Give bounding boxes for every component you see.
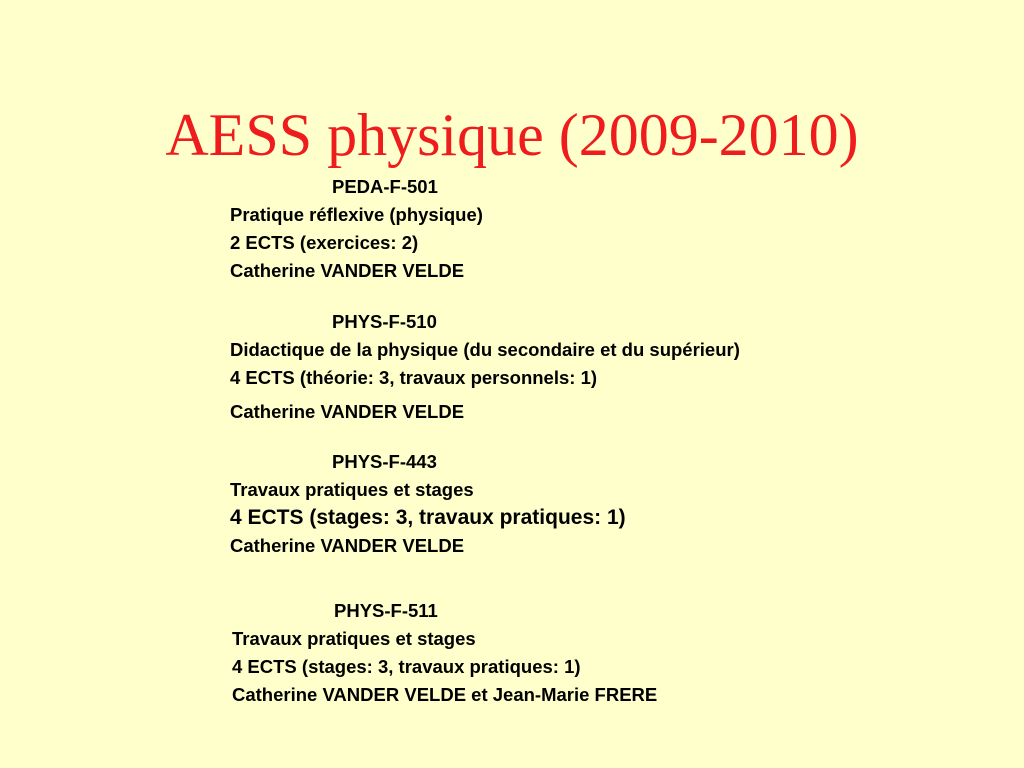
course-teacher: Catherine VANDER VELDE — [230, 260, 465, 281]
course-block-peda-f-501 — [230, 173, 483, 285]
course-credits: 4 ECTS (théorie: 3, travaux personnels: 1) — [230, 367, 598, 388]
course-code: PHYS-F-510 — [332, 311, 437, 332]
course-name: Pratique réflexive (physique) — [230, 204, 483, 225]
course-name: Travaux pratiques et stages — [232, 628, 476, 649]
course-name: Didactique de la physique (du secondaire et du supérieur) — [230, 339, 740, 360]
slide-title: AESS physique (2009-2010) — [165, 102, 859, 168]
course-teacher: Catherine VANDER VELDE — [230, 401, 465, 422]
course-block-phys-f-443 — [230, 448, 626, 560]
course-credits: 4 ECTS (stages: 3, travaux pratiques: 1) — [232, 656, 581, 677]
course-credits: 4 ECTS (stages: 3, travaux pratiques: 1) — [230, 506, 626, 529]
course-code: PHYS-F-443 — [332, 451, 437, 472]
course-name: Travaux pratiques et stages — [230, 479, 474, 500]
course-teacher: Catherine VANDER VELDE et Jean-Marie FRERE — [232, 684, 658, 705]
course-block-phys-f-511 — [232, 597, 657, 709]
course-teacher: Catherine VANDER VELDE — [230, 535, 465, 556]
course-credits: 2 ECTS (exercices: 2) — [230, 232, 419, 253]
course-block-phys-f-510 — [230, 308, 740, 426]
course-code: PEDA-F-501 — [332, 176, 438, 197]
course-code: PHYS-F-511 — [334, 600, 438, 621]
